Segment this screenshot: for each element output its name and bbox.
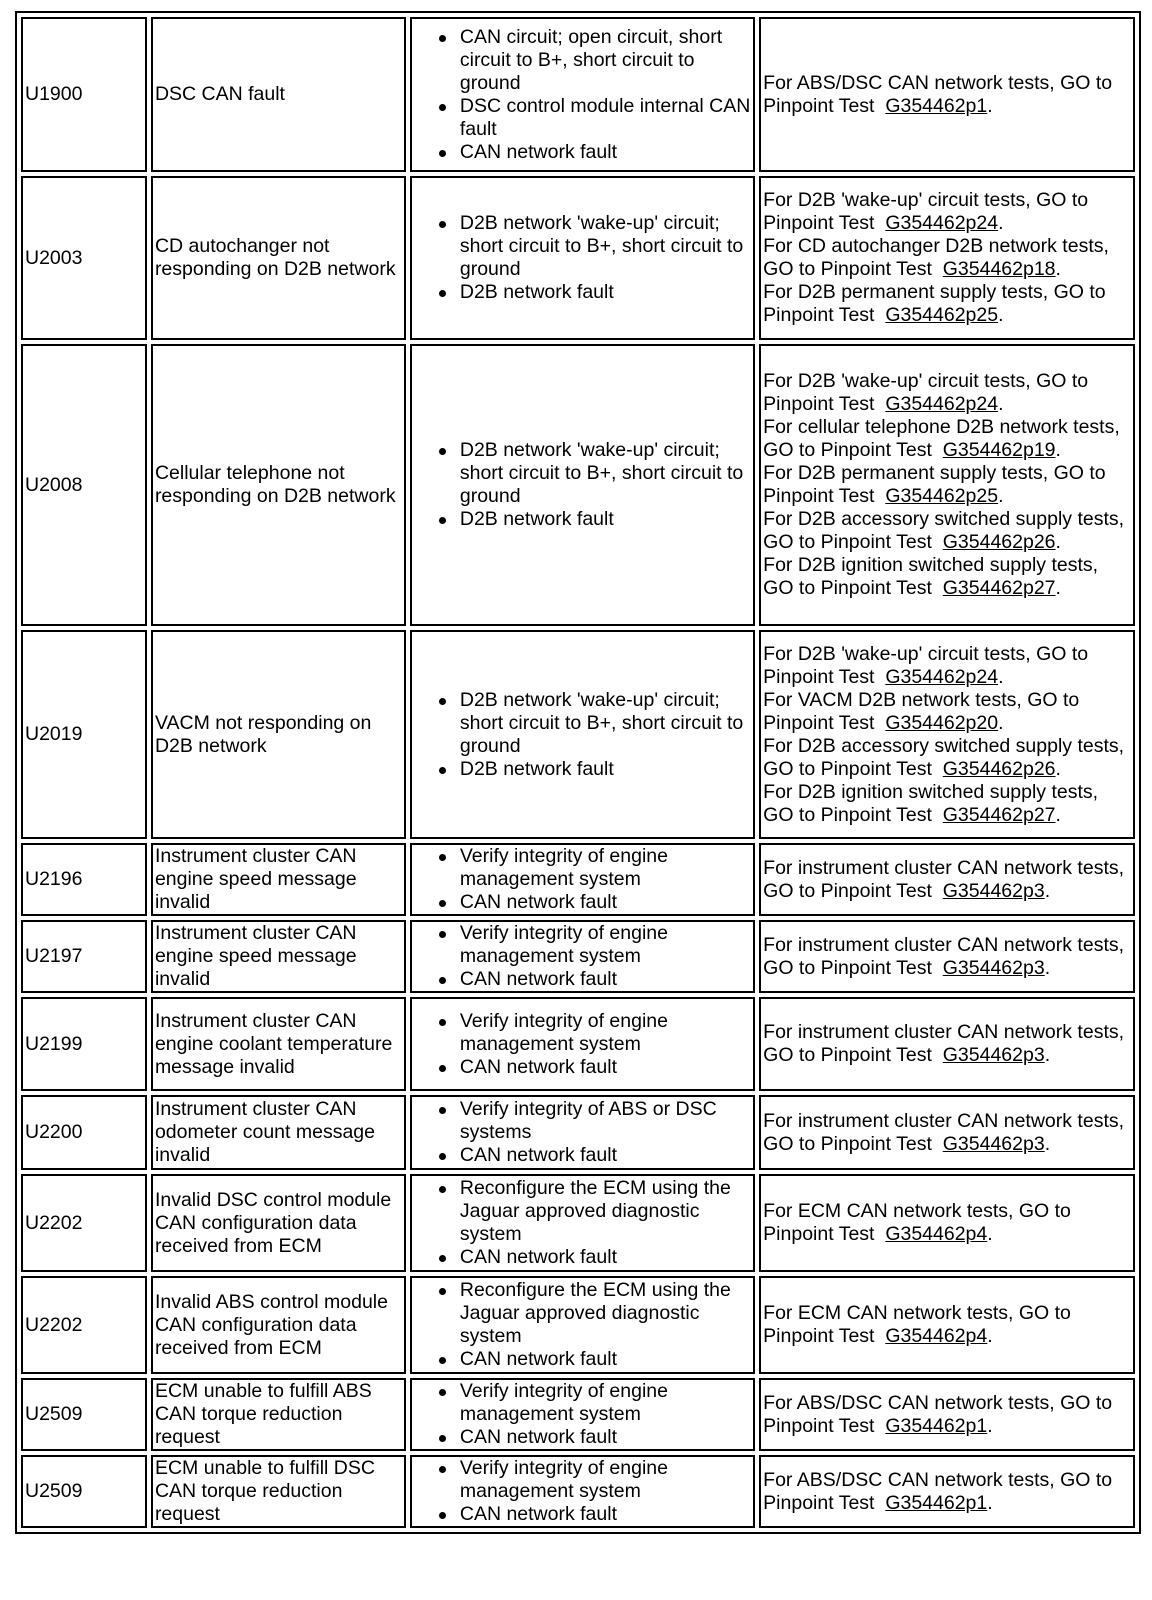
dtc-description-cell	[151, 1174, 406, 1272]
action-cell	[759, 920, 1135, 993]
table-row	[21, 1174, 1135, 1272]
possible-causes-cell	[410, 1095, 755, 1170]
cause-item: CAN network fault	[460, 1144, 751, 1167]
pinpoint-test-link[interactable]: G354462p27	[942, 803, 1056, 826]
action-line: For D2B 'wake-up' circuit tests, GO to Pinpoint Test G354462p24.	[763, 370, 1089, 415]
dtc-description: Instrument cluster CAN engine speed message invalid	[154, 845, 357, 913]
table-row	[21, 17, 1135, 172]
possible-causes-list	[414, 26, 751, 164]
pinpoint-test-link[interactable]: G354462p3	[942, 956, 1045, 979]
dtc-code-cell	[21, 1174, 147, 1272]
cause-item: CAN circuit; open circuit, short circuit to B+, short circuit to ground	[460, 26, 751, 95]
action-line: For D2B accessory switched supply tests, GO to Pinpoint Test G354462p26.	[763, 508, 1125, 553]
possible-causes-list	[414, 1279, 751, 1371]
possible-causes-list	[414, 1098, 751, 1167]
cause-item: D2B network 'wake-up' circuit; short circuit to B+, short circuit to ground	[460, 689, 751, 758]
action-line: For D2B 'wake-up' circuit tests, GO to Pinpoint Test G354462p24.	[763, 189, 1089, 234]
dtc-description-cell	[151, 997, 406, 1091]
cause-item: CAN network fault	[460, 891, 751, 914]
table-row	[21, 920, 1135, 993]
pinpoint-test-link[interactable]: G354462p24	[885, 393, 999, 415]
cause-item: D2B network fault	[460, 281, 751, 304]
dtc-code: U1900	[25, 83, 83, 105]
dtc-description-cell	[151, 1095, 406, 1170]
possible-causes-cell	[410, 920, 755, 993]
table-row	[21, 1378, 1135, 1451]
table-row	[21, 997, 1135, 1091]
pinpoint-test-link[interactable]: G354462p20	[885, 711, 999, 734]
dtc-code: U2003	[25, 246, 83, 269]
pinpoint-test-link[interactable]: G354462p4	[885, 1325, 988, 1347]
possible-causes-list	[414, 439, 751, 531]
action-line: For D2B ignition switched supply tests, GO to Pinpoint Test G354462p27.	[763, 554, 1099, 599]
dtc-code: U2202	[25, 1211, 83, 1234]
dtc-description: ECM unable to fulfill DSC CAN torque reduction request	[154, 1457, 375, 1525]
dtc-description: Invalid DSC control module CAN configuration data received from ECM	[154, 1188, 392, 1257]
dtc-code-cell	[21, 344, 147, 626]
pinpoint-test-link[interactable]: G354462p3	[942, 1044, 1045, 1066]
dtc-code: U2509	[25, 1403, 83, 1425]
cause-item: DSC control module internal CAN fault	[459, 94, 751, 140]
dtc-description-cell	[151, 344, 406, 626]
action-line: For instrument cluster CAN network tests, GO to Pinpoint Test G354462p3.	[763, 1021, 1125, 1066]
pinpoint-test-link[interactable]: G354462p1	[885, 94, 988, 117]
pinpoint-test-link[interactable]: G354462p3	[942, 1132, 1045, 1155]
dtc-code-cell	[21, 843, 147, 916]
action-cell	[759, 176, 1135, 340]
possible-causes-cell	[410, 1378, 755, 1451]
dtc-description: Instrument cluster CAN engine speed message invalid	[154, 922, 357, 990]
table-row	[21, 843, 1135, 916]
dtc-code-cell	[21, 1378, 147, 1451]
cause-item: D2B network 'wake-up' circuit; short circuit to B+, short circuit to ground	[460, 439, 751, 508]
dtc-code-cell	[21, 1455, 147, 1528]
dtc-table	[15, 11, 1141, 1534]
dtc-code-cell	[21, 997, 147, 1091]
dtc-description-cell	[151, 843, 406, 916]
dtc-code: U2008	[25, 473, 83, 496]
dtc-description-cell	[151, 176, 406, 340]
pinpoint-test-link[interactable]: G354462p4	[885, 1223, 988, 1245]
cause-item: D2B network 'wake-up' circuit; short circuit to B+, short circuit to ground	[460, 212, 751, 281]
dtc-code: U2199	[25, 1032, 83, 1055]
possible-causes-list	[414, 1380, 751, 1449]
dtc-description: VACM not responding on D2B network	[154, 711, 372, 757]
dtc-code: U2019	[25, 723, 83, 745]
possible-causes-list	[414, 689, 751, 781]
action-line: For D2B accessory switched supply tests, GO to Pinpoint Test G354462p26.	[763, 734, 1125, 780]
action-line: For cellular telephone D2B network tests, GO to Pinpoint Test G354462p19.	[763, 416, 1120, 461]
dtc-code-cell	[21, 920, 147, 993]
possible-causes-cell	[410, 843, 755, 916]
table-row	[21, 630, 1135, 839]
cause-item: CAN network fault	[460, 1056, 751, 1079]
dtc-code-cell	[21, 1095, 147, 1170]
dtc-description: DSC CAN fault	[154, 83, 285, 105]
pinpoint-test-link[interactable]: G354462p18	[942, 258, 1056, 280]
dtc-code: U2197	[25, 945, 83, 967]
possible-causes-cell	[410, 1174, 755, 1272]
action-cell	[759, 1095, 1135, 1170]
pinpoint-test-link[interactable]: G354462p19	[942, 439, 1056, 461]
action-cell	[759, 17, 1135, 172]
dtc-description-cell	[151, 920, 406, 993]
action-line: For instrument cluster CAN network tests, GO to Pinpoint Test G354462p3.	[763, 1109, 1125, 1155]
cause-item: Verify integrity of engine management system	[460, 922, 751, 968]
action-line: For ABS/DSC CAN network tests, GO to Pinpoint Test G354462p1.	[763, 1468, 1113, 1514]
table-row	[21, 1276, 1135, 1374]
action-cell	[759, 1276, 1135, 1374]
pinpoint-test-link[interactable]: G354462p27	[942, 577, 1056, 599]
table-row	[21, 176, 1135, 340]
action-cell	[759, 997, 1135, 1091]
cause-item: Verify integrity of engine management system	[460, 1010, 751, 1056]
cause-item: Verify integrity of engine management system	[460, 1380, 751, 1426]
dtc-description-cell	[151, 1276, 406, 1374]
action-line: For instrument cluster CAN network tests, GO to Pinpoint Test G354462p3.	[763, 933, 1125, 979]
possible-causes-cell	[410, 344, 755, 626]
action-line: For VACM D2B network tests, GO to Pinpoint Test G354462p20.	[763, 688, 1080, 734]
dtc-code: U2202	[25, 1313, 83, 1336]
cause-item: CAN network fault	[460, 1246, 751, 1269]
possible-causes-cell	[410, 176, 755, 340]
cause-item: CAN network fault	[460, 1348, 751, 1371]
possible-causes-list	[414, 1010, 751, 1079]
possible-causes-cell	[410, 1276, 755, 1374]
dtc-description-cell	[151, 1378, 406, 1451]
cause-item: D2B network fault	[460, 758, 751, 781]
possible-causes-cell	[410, 630, 755, 839]
pinpoint-test-link[interactable]: G354462p1	[885, 1414, 988, 1437]
pinpoint-test-link[interactable]: G354462p24	[885, 665, 999, 688]
possible-causes-cell	[410, 997, 755, 1091]
action-line: For D2B 'wake-up' circuit tests, GO to Pinpoint Test G354462p24.	[763, 642, 1089, 688]
cause-item: CAN network fault	[460, 1503, 751, 1526]
cause-item: Verify integrity of engine management system	[460, 1457, 751, 1503]
dtc-description-cell	[151, 630, 406, 839]
pinpoint-test-link[interactable]: G354462p1	[885, 1491, 988, 1514]
pinpoint-test-link[interactable]: G354462p3	[942, 879, 1045, 902]
action-line: For ECM CAN network tests, GO to Pinpoint Test G354462p4.	[763, 1200, 1071, 1245]
action-line: For instrument cluster CAN network tests, GO to Pinpoint Test G354462p3.	[763, 856, 1125, 902]
cause-item: CAN network fault	[460, 141, 751, 164]
pinpoint-test-link[interactable]: G354462p24	[885, 212, 999, 234]
dtc-description: Cellular telephone not responding on D2B network	[154, 462, 396, 507]
dtc-code-cell	[21, 1276, 147, 1374]
action-line: For CD autochanger D2B network tests, GO to Pinpoint Test G354462p18.	[763, 235, 1109, 280]
dtc-description-cell	[151, 17, 406, 172]
action-cell	[759, 630, 1135, 839]
dtc-code-cell	[21, 17, 147, 172]
possible-causes-list	[414, 1457, 751, 1526]
dtc-description: Instrument cluster CAN odometer count message invalid	[154, 1098, 375, 1166]
pinpoint-test-link[interactable]: G354462p25	[885, 485, 999, 507]
possible-causes-list	[414, 212, 751, 304]
possible-causes-list	[414, 922, 751, 991]
pinpoint-test-link[interactable]: G354462p26	[942, 531, 1056, 553]
table-row	[21, 1095, 1135, 1170]
cause-item: CAN network fault	[460, 1426, 751, 1449]
possible-causes-cell	[410, 1455, 755, 1528]
action-line: For ECM CAN network tests, GO to Pinpoint Test G354462p4.	[763, 1302, 1071, 1347]
dtc-description: Instrument cluster CAN engine coolant temperature message invalid	[154, 1009, 393, 1078]
dtc-description: ECM unable to fulfill ABS CAN torque reduction request	[154, 1380, 372, 1448]
cause-item: CAN network fault	[460, 968, 751, 991]
action-line: For D2B ignition switched supply tests, GO to Pinpoint Test G354462p27.	[763, 780, 1099, 826]
action-cell	[759, 1174, 1135, 1272]
possible-causes-list	[414, 845, 751, 914]
table-row	[21, 1455, 1135, 1528]
possible-causes-list	[414, 1177, 751, 1269]
cause-item: Reconfigure the ECM using the Jaguar approved diagnostic system	[460, 1177, 751, 1246]
dtc-code-cell	[21, 176, 147, 340]
pinpoint-test-link[interactable]: G354462p26	[942, 757, 1056, 780]
dtc-code: U2196	[25, 868, 83, 890]
dtc-description-cell	[151, 1455, 406, 1528]
action-cell	[759, 1378, 1135, 1451]
pinpoint-test-link[interactable]: G354462p25	[885, 304, 999, 326]
cause-item: Reconfigure the ECM using the Jaguar approved diagnostic system	[460, 1279, 751, 1348]
action-cell	[759, 344, 1135, 626]
cause-item: Verify integrity of ABS or DSC systems	[460, 1098, 751, 1144]
action-cell	[759, 1455, 1135, 1528]
cause-item: D2B network fault	[460, 508, 751, 531]
action-line: For ABS/DSC CAN network tests, GO to Pinpoint Test G354462p1.	[763, 1391, 1113, 1437]
dtc-table-body	[21, 17, 1135, 1528]
possible-causes-cell	[410, 17, 755, 172]
action-line: For D2B permanent supply tests, GO to Pinpoint Test G354462p25.	[763, 281, 1106, 326]
action-line: For D2B permanent supply tests, GO to Pinpoint Test G354462p25.	[763, 462, 1106, 507]
dtc-description: Invalid ABS control module CAN configuration data received from ECM	[154, 1290, 388, 1359]
action-line: For ABS/DSC CAN network tests, GO to Pinpoint Test G354462p1.	[763, 71, 1113, 117]
dtc-code: U2200	[25, 1121, 83, 1143]
action-cell	[759, 843, 1135, 916]
cause-item: Verify integrity of engine management system	[460, 845, 751, 891]
dtc-description: CD autochanger not responding on D2B network	[154, 235, 396, 280]
dtc-code: U2509	[25, 1480, 83, 1502]
table-row	[21, 344, 1135, 626]
dtc-code-cell	[21, 630, 147, 839]
